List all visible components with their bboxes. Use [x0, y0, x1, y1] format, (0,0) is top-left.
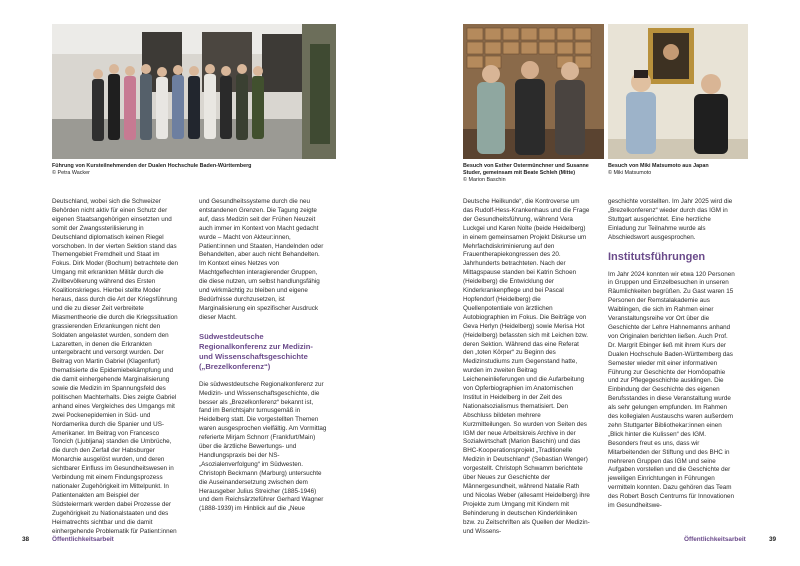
caption-title: Führung von Kursteilnehmenden der Dualen Hochschule Baden-Württemberg: [52, 163, 252, 169]
page-number-right: 39: [769, 536, 777, 543]
text-column-3: [463, 198, 591, 536]
photo-archive-visit: [463, 24, 604, 159]
body-paragraph: und Gesundheitssysteme durch die neu entstandenen Grenzen. Die Tagung zeigte auf, dass Medizin seit der Frühen Neuzeit auch immer im Kontext von Macht gedacht wurde – Macht von Akteur:innen, Patient:innen und Staaten, Handelnden oder Behandelten, aber auch nicht Behandelten. Im Kontext eines Netzes von Machtgeflechten interagierender Gruppen, die diese nutzen, um selbst handlungsfähig und wirkmächtig zu bleiben und eigene Bedürfnisse durchzusetzen, ist Marginalisierung ein spezifischer Ausdruck dieser Macht.: [199, 198, 324, 321]
page-number-left: 38: [22, 536, 30, 543]
body-paragraph: Deutschland, wobei sich die Schweizer Behörden nicht aktiv für einen Schutz der eigenen Staatsangehörigen einsetzten und somit der Zwangssterilisierung in Deutschland diplomatisch keinen Riegel vorschoben. In der vierten Sektion stand das Themengebiet Fremdheit und Staat im Fokus. Dirk Moder (Bochum) betrachtete den Umgang mit erkrankten Militär durch die Zivilbevölkerung während des Ersten Koalitionskrieges. Hierbei stellte Moder heraus, dass durch die Art der Kriegsführung und die zu dieser Zeit verbreitete Miasmentheorie die durch die Kriegssituation grassierenden Erkrankungen nicht den Soldaten angelastet wurden, sondern den Lazaretten, in denen die Erkrankten untergebracht und versorgt wurden. Der Beitrag von Martin Gabriel (Klagenfurt) thematisierte die Epidemiebekämpfung und die damit einhergehende Marginalisierung sowie die Medizin im Spannungsfeld des politischen Machterhalts. Dies zeigte Gabriel anhand eines Vergleiches des Umgangs mit zwei Pockenepidemien in Süd- und Nordamerika durch die Spanier und US-Amerikaner. Im Beitrag von Francesco Toncich (Ljubljana) standen die Umbrüche, die durch den Zerfall der Habsburger Monarchie ausgelöst wurden, und deren sichtbarer Einfluss im Gesundheitswesen in Verbindung mit einem Findungsprozess nationaler Zugehörigkeit im Mittelpunkt. In Patientenakten am Beispiel der Südsteiermark werden dabei Prozesse der Zugehörigkeit zu Nationalstaaten und des Heimatrechts sichtbar und die damit einhergehende Problematik für Patient:innen: [52, 198, 178, 535]
footer-section-left: Öffentlichkeitsarbeit: [52, 536, 114, 543]
section-heading-brezelkonferenz: Südwestdeutsche Regionalkonferenz zur Medizin- und Wissenschaftsgeschichte („Brezelkonferenz“): [199, 331, 313, 371]
photo-archive-visit-caption: [463, 163, 608, 184]
photo-group-visit: [52, 24, 336, 159]
photo-credit: © Marion Baschin: [463, 177, 506, 183]
photo-japan-visit: [608, 24, 748, 159]
body-paragraph: Die südwestdeutsche Regionalkonferenz zur Medizin- und Wissenschaftsgeschichte, die besser als „Brezelkonferenz“ bekannt ist, fand im Berichtsjahr turnusgemäß in Heidelberg statt. Die vorgestellten Themen waren ausgesprochen vielfältig. Am Vormittag referierte Mirjam Schnorr (Frankfurt/Main) über die ärztliche Bewertungs- und Handlungspraxis bei der NS-„Asozialenverfolgung“ im Südwesten. Christoph Beckmann (Marburg) untersuchte die Auseinandersetzung zwischen dem Herausgeber Julius Streicher (1885-1946) und dem Reichsärzteführer Gerhard Wagner (1888-1939) im Hinblick auf die „Neue: [199, 380, 327, 513]
photo-credit: © Petra Wacker: [52, 170, 90, 176]
body-paragraph: Deutsche Heilkunde“, die Kontroverse um das Rudolf-Hess-Krankenhaus und die Frage der Gesundheitsführung, während Vera Luckgei und Karen Nolte (beide Heidelberg) in einem gemeinsamen Projekt Diskurse um Mehrfachdiskriminierung auf den Frauentherapiekongressen des 20. Jahrhunderts betrachteten. Nach der Mittagspause standen bei Katrin Schoen (Heidelberg) die Entwicklung der Kinderkrankenpflege und bei Pascal Hopfendorf (Heidelberg) die Quellenpotentiale von ärztlichen Autobiographien im Fokus. Die Beiträge von Geva Herlyn (Heidelberg) sowie Merisa Hot (Heidelberg) befassten sich mit Leichen bzw. deren Sektion. Während das eine Referat den „toten Körper“ zu Beginn des Medizinstudiums zum Gegenstand hatte, wurden im zweiten Beitrag Leicheneinlieferungen und die Aufarbeitung von Opferbiographien im Anatomischen Institut in Heidelberg in der Zeit des Nationalsozialismus thematisiert. Den Abschluss bildeten mehrere Kurzmitteilungen. So wurden von Seiten des IGM der neue Arbeitskreis Archive in der Sozialwirtschaft (Marion Baschin) und das BHC-Kooperationsprojekt „Traditionelle Medizin in Deutschland“ (Sebastian Wenger) vorgestellt. Christoph Schwamm berichtete über Neues zur Geschichte der Männergesundheit, während Natalie Rath und Nicolas Weber (allesamt Heidelberg) ihre Projekte zum Umgang mit Kindern mit Behinderung in deutschen Kinderkliniken bzw. zu Zeitschriften als Quellen der Medizin- und Wissens-: [463, 198, 590, 535]
body-paragraph: geschichte vorstellten. Im Jahr 2025 wird die „Brezelkonferenz“ wieder durch das IGM in Stuttgart ausgerichtet. Eine herzliche Einladung zur Teilnahme wurde als Abschiedswort ausgesprochen.: [608, 198, 733, 241]
footer-section-right: Öffentlichkeitsarbeit: [684, 536, 746, 543]
text-column-4: [608, 198, 736, 511]
section-heading-institutsfuehrungen: Institutsführungen: [608, 250, 706, 263]
photo-credit: © Miki Matsumoto: [608, 170, 652, 176]
body-paragraph: Im Jahr 2024 konnten wir etwa 120 Personen in Gruppen und Einzelbesuchen in unseren Räumlichkeiten begrüßen. Zu Gast waren 15 Personen der Remstalakademie aus Waiblingen, die sich im Rahmen einer Veranstaltungsreihe vor Ort über die Geschichte der Lehre Hahnemanns anhand von Originalen berichten ließen. Auch Prof. Dr. Margrit Ebinger ließ mit ihrem Kurs der Dualen Hochschule Baden-Württemberg das Semester wieder mit einer informativen Führung zur Geschichte der Homöopathie und zur Pflegegeschichte ausklingen. Die Einbindung der Geschichte des eigenen Berufsstandes in diese Veranstaltung wurde als sehr gelungen empfunden. Im Rahmen des kollegialen Austauschs waren außerdem zehn Stuttgarter Bibliothekar:innen einen „Blick hinter die Kulissen“ des IGM. Besonders freut es uns, dass wir Mitarbeitenden der Stiftung und des BHC in mehreren Gruppen das IGM und seine Aufgaben vorstellen und die Geschichte der jeweiligen Einrichtungen in Führungen vermitteln konnten. Dazu gehören das Team des Robert Bosch Centrums für Innovationen im Gesundheitswe-: [608, 270, 735, 510]
caption-title: Besuch von Miki Matsumoto aus Japan: [608, 163, 709, 169]
caption-title: Besuch von Esther Ostermünchner und Susanne Studer, gemeinsam mit Beate Schleh (Mitte): [463, 163, 589, 176]
text-column-2: [199, 198, 327, 514]
photo-japan-visit-caption: [608, 163, 748, 177]
text-column-1: [52, 198, 180, 536]
photo-group-visit-caption: [52, 163, 342, 177]
